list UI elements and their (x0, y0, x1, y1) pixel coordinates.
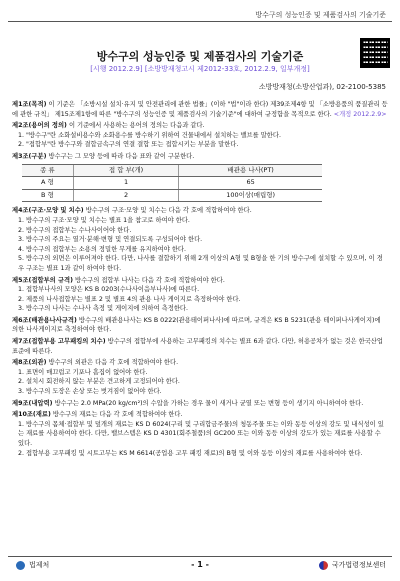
table-header: 종 류 (22, 164, 73, 177)
list-item: 3. 방수구의 주요는 열거·분해·변형 및 연결되도록 구성되어야 한다. (18, 236, 203, 244)
header-doc-title: 방수구의 성능인증 및 제품검사의 기술기준 (255, 11, 386, 19)
page-number: - 1 - (191, 560, 209, 569)
table-header: 배관용 나사(PT) (179, 164, 322, 177)
list-item: 5. 방수구의 외면은 이루어져야 한다. 다만, 나사를 결합하기 위해 2개 이상의 A형 및 B형을 한 기의 방수구에 설치할 수 있으며, 이 경우 구조는 별표 1과 같이 하여야 한다. (18, 255, 383, 272)
footer-left-text: 법제처 (29, 561, 50, 569)
table-cell: 2 (73, 189, 179, 202)
article-heading: 제9조(내압력) (12, 399, 53, 407)
header-divider (8, 21, 392, 22)
article-6 (12, 316, 388, 335)
article-heading: 제1조(목적) (12, 101, 47, 108)
article-text: 방수구의 배관용나사는 KS B 0222(관용테이퍼나사)에 따르며, 규격은 KS B 5231(관용 테이퍼나사게이지)에 의한 나사게이지로 측정하여야 한다. (12, 316, 381, 334)
article-text: 방수구의 접합부에 사용하는 고무패킹의 치수는 별표 6과 같다. 다만, 허용공차가 없는 것은 한국산업표준에 따른다. (12, 338, 383, 355)
list-item: 4. 방수구의 접합부는 소용의 정밀한 무게를 유지하여야 한다. (18, 245, 187, 253)
list-item: 2. 방수구의 접합부는 수나사이어야 한다. (18, 226, 132, 234)
list-item: 3. 방수구의 도장은 손상 또는 벗겨짐이 없어야 한다. (18, 388, 162, 396)
article-1 (12, 100, 388, 119)
list-item: 2. 설치시 회전하지 않는 부분은 견고하게 고정되어야 한다. (18, 378, 180, 386)
document-body (12, 100, 388, 460)
article-heading: 제8조(외관) (12, 359, 47, 367)
article-text: 이 기준은 「소방시설 설치·유지 및 안전관리에 관한 법률」(이하 "법"이라 한다) 제39조제4항 및 「소방용품의 품질관리 등에 관한 규칙」 제15조제1항에 따른 "방수구의 성능인증 및 제품검사의 기술기준"에 대하여 규정함을 목적으로 한다. (12, 101, 388, 118)
article-text: 방수구의 구조·모양 및 치수는 다음 각 호에 적합하여야 한다. (85, 207, 252, 215)
table-header-row (22, 164, 322, 177)
law-center-logo-icon (319, 561, 328, 570)
article-heading: 제5조(접합부의 규격) (12, 276, 73, 284)
article-4 (12, 206, 388, 273)
article-9 (12, 399, 388, 409)
article-text: 방수구의 접합부 나사는 다음 각 호에 적합하여야 한다. (75, 276, 225, 284)
article-8 (12, 358, 388, 396)
document-subtitle: [시행 2012.2.9] [소방방재청고시 제2012-33호, 2012.2.9, 일부개정] (90, 65, 310, 73)
list-item: 1. 접합부나사의 모양은 KS B 0203(수나사이음부나사)에 따른다. (18, 286, 200, 294)
article-heading: 제10조(재료) (12, 411, 51, 419)
article-7 (12, 337, 388, 356)
table-row (22, 177, 322, 190)
list-item: 1. 표면이 매끄럽고 기포나 흠집이 없어야 한다. (18, 368, 148, 376)
list-item: 1. 방수구의 몸체·접합부 및 덮개의 재료는 KS D 6024(구리 및 구리합금주물)의 청동주물 또는 이와 동등 이상의 강도 및 내식성이 있는 재료를 사용하여야 한다. 다만, 밸브스템은 KS D 4301(회주철품)의 GC200 또는 이와 동등 이상의 강도가 있는 재료를 사용할 수 있다. (18, 420, 384, 447)
article-2 (12, 121, 388, 150)
document-title: 방수구의 성능인증 및 제품검사의 기술기준 (96, 50, 304, 63)
table-cell: B 형 (22, 189, 73, 202)
article-5 (12, 276, 388, 314)
table-cell: 1 (73, 177, 179, 190)
list-item: 2. "접합부"란 방수구와 결합금속구의 연결 결합 또는 접합시키는 부분을 말한다. (18, 141, 239, 149)
list-item: 2. 제품의 나사접합부는 별표 2 및 별표 4의 관용 나사 게이지로 측정하여야 한다. (18, 295, 241, 303)
table-cell: 100이상(매립형) (179, 189, 322, 202)
list-item: 1. "방수구"란 소화설비용수와 소화용수를 방수하기 위하여 건물내에서 설치하는 밸브를 말한다. (18, 131, 281, 139)
article-text: 방수구의 외관은 다음 각 호에 적합하여야 한다. (48, 359, 179, 367)
list-item: 1. 방수구의 구조·모양 및 치수는 별표 1을 참고로 하여야 한다. (18, 216, 190, 224)
table-cell: 65 (179, 177, 322, 190)
article-text: 방수구의 재료는 다음 각 호에 적합하여야 한다. (52, 411, 183, 419)
article-heading: 제7조(접합부용 고무패킹의 치수) (12, 338, 106, 346)
article-text: 이 기준에서 사용하는 용어의 정의는 다음과 같다. (68, 122, 205, 130)
footer-right (319, 560, 386, 570)
table-header: 접 합 부(개) (73, 164, 179, 177)
article-heading: 제6조(배관용나사규격) (12, 316, 77, 324)
article-3 (12, 152, 388, 162)
footer-divider (8, 556, 392, 557)
type-table (22, 164, 322, 203)
table-cell: A 형 (22, 177, 73, 190)
article-text: 방수구는 2.0 MPa(20 kg/cm²)의 수압을 가하는 경우 물이 새거나 균열 또는 변형 등이 생기지 아니하여야 한다. (54, 399, 364, 407)
article-10 (12, 410, 388, 458)
footer-right-text: 국가법령정보센터 (331, 561, 386, 569)
table-row (22, 189, 322, 202)
article-note: <개정 2012.2.9> (333, 110, 387, 118)
document-author: 소방방재청(소방산업과), 02-2100-5385 (258, 83, 386, 91)
list-item: 2. 접합부용 고무패킹 및 시트고무는 KS M 6614(공업용 고무 패킹 재료)의 B형 및 이와 동등 이상의 재료를 사용하여야 한다. (18, 449, 363, 457)
article-heading: 제2조(용어의 정의) (12, 122, 67, 130)
list-item: 3. 방수구의 나사는 수나사 측정 및 게이지에 의하여 측정한다. (18, 305, 189, 313)
article-heading: 제4조(구조·모양 및 치수) (12, 207, 84, 215)
page-header (0, 4, 400, 22)
article-heading: 제3조(구분) (12, 152, 47, 160)
article-text: 방수구는 그 모양 등에 따라 다음 표와 같이 구분한다. (48, 152, 195, 160)
